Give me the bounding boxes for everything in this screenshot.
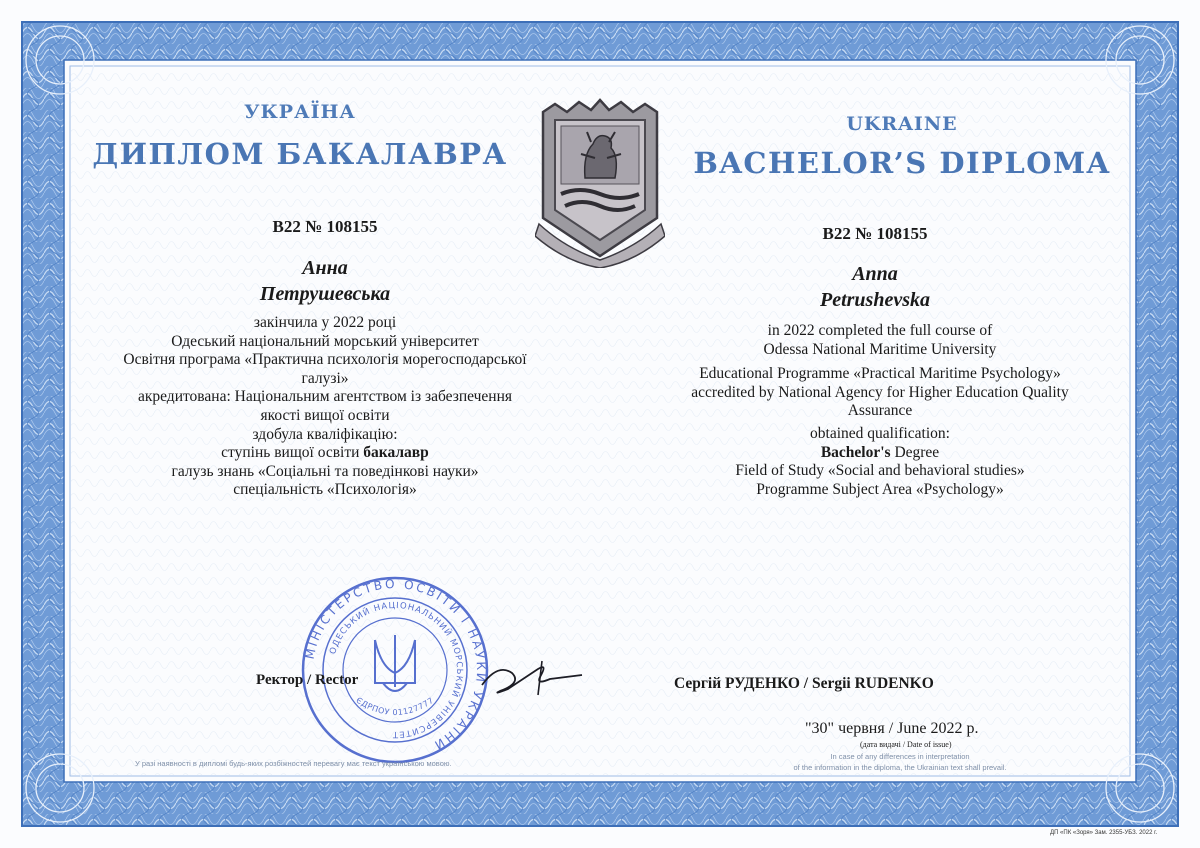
issue-date: "30" червня / June 2022 р. [805, 720, 979, 737]
footnote-en-line1: In case of any differences in interpretation [830, 752, 970, 761]
text-line: Одеський національний морський університет [171, 332, 479, 350]
diploma-text-ua [50, 314, 600, 500]
text-line: Programme Subject Area «Psychology» [756, 480, 1004, 498]
stamp-inner-text: ОДЕСЬКИЙ НАЦІОНАЛЬНИЙ МОРСЬКИЙ УНІВЕРСИТЕТ [328, 600, 465, 740]
rector-label: Ректор / Rector [256, 672, 359, 688]
text-line: галузі» [301, 369, 349, 387]
holder-first-name-ua: Анна [302, 257, 348, 279]
footnote-ua: У разі наявності в дипломі будь-яких розбіжностей перевагу має текст українською мовою. [135, 759, 452, 768]
text-line: Odessa National Maritime University [763, 340, 997, 358]
text-line: Освітня програма «Практична психологія морегосподарської [123, 351, 527, 369]
diploma-title-ua: ДИПЛОМ БАКАЛАВРА [92, 137, 508, 171]
holder-first-name-en: Anna [852, 263, 898, 285]
text-line: здобула кваліфікацію: [252, 425, 398, 443]
text-line: in 2022 completed the full course of [767, 322, 993, 339]
text-line: Educational Programme «Practical Maritime Psychology» [699, 365, 1061, 383]
degree-value-ua: бакалавр [363, 444, 429, 462]
text-line: Assurance [847, 402, 913, 420]
serial-number-en: B22 № 108155 [822, 224, 928, 243]
trident-icon [375, 635, 415, 691]
text-line: закінчила у 2022 році [253, 314, 397, 331]
diploma-title-en: BACHELOR’S DIPLOMA [693, 146, 1111, 180]
text-line: Field of Study «Social and behavioral studies» [735, 462, 1025, 480]
serial-number-ua: B22 № 108155 [272, 217, 378, 236]
stamp-code: ЄДРПОУ 01127777 [354, 695, 436, 718]
holder-last-name-en: Petrushevska [820, 289, 930, 311]
text-line: obtained qualification: [810, 424, 950, 442]
degree-line-en [640, 444, 1120, 463]
text-line: галузь знань «Соціальні та поведінкові науки» [171, 462, 479, 480]
degree-line-ua [50, 444, 600, 463]
issue-date-caption: (дата видачі / Date of issue) [860, 740, 952, 749]
rector-name: Сергій РУДЕНКО / Sergii RUDENKO [674, 675, 934, 692]
text-line: якості вищої освіти [260, 406, 390, 424]
country-ua: УКРАЇНА [244, 101, 356, 123]
diploma-text-en [640, 322, 1120, 499]
rector-signature [478, 655, 588, 700]
text-line: accredited by National Agency for Higher Education Quality [691, 383, 1069, 401]
official-stamp [295, 575, 495, 765]
footnote-en-line2: of the information in the diploma, the Ukrainian text shall prevail. [793, 763, 1007, 772]
stamp-outer-text: МІНІСТЕРСТВО ОСВІТИ І НАУКИ УКРАЇНИ [302, 576, 489, 754]
text-line: спеціальність «Психологія» [233, 481, 417, 499]
degree-rest-en: Degree [890, 443, 940, 461]
country-en: UKRAINE [846, 113, 958, 135]
degree-bold-en: Bachelor's [820, 443, 891, 461]
printer-mark: ДП «ПК «Зоря» Зам. 2355-УБЗ. 2022 г. [1050, 830, 1158, 836]
holder-last-name-ua: Петрушевська [259, 283, 391, 305]
text-line: акредитована: Національним агентством із забезпечення [137, 388, 513, 406]
degree-prefix-ua: ступінь вищої освіти [221, 444, 364, 462]
